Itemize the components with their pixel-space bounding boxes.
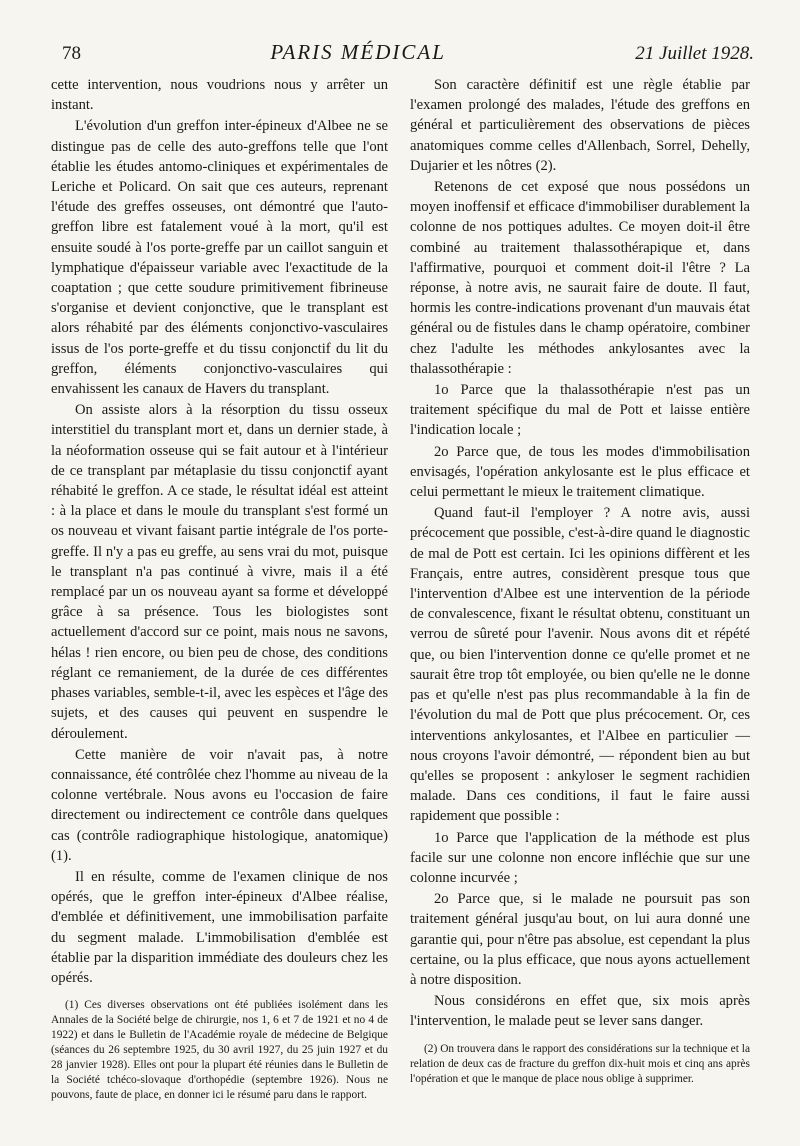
paragraph: Son caractère définitif est une règle établie par l'examen prolongé des malades, l'étude des greffons en général et particulièrement des observations de pièces anatomiques comme celles d'Allenbach, Sorrel, Dehelly, Dujarier et les nôtres (2).: [410, 77, 750, 174]
list-item: 2o Parce que, de tous les modes d'immobilisation envisagés, l'opération ankylosante est le plus efficace et celui permettant le mieux le traitement climatique.: [410, 443, 750, 501]
left-column: [51, 75, 388, 1103]
paragraph: On assiste alors à la résorption du tissu osseux interstitiel du transplant mort et, dans un dernier stade, à la néoformation osseuse qui se fait autour et à l'intérieur de ce transplant par métaplasie du tissu conjonctif ayant réhabité le greffon. A ce stade, le résultat idéal est atteint : à la place et dans le moule du transplant s'est formé un os nouveau et vivant faisant partie intégrale de l'os porte-greffe. Il n'y a pas eu greffe, au sens vrai du mot, puisque le transplant n'a pas continué à vivre, mais il a été remplacé par un os nouveau ayant sa forme et développé grâce à sa présence. Tous les biologistes sont actuellement d'accord sur ce point, mais nous ne savons, hélas ! rien encore, ou bien peu de chose, des conditions réglant ce remaniement, de la durée de ces différentes phases variables, semble-t-il, avec les espèces et l'âge des sujets, et des causes qui peuvent en suspendre le déroulement.: [51, 402, 388, 742]
list-item: 1o Parce que l'application de la méthode est plus facile sur une colonne non encore infléchie que sur une colonne incurvée ;: [410, 829, 750, 886]
footnotes: [51, 998, 388, 1103]
page-header: [62, 40, 754, 68]
journal-title: PARIS MÉDICAL: [270, 40, 446, 64]
page-number: 78: [62, 43, 81, 64]
right-column: [410, 75, 750, 1087]
list-item: 1o Parce que la thalassothérapie n'est pas un traitement spécifique du mal de Pott et laisse entière l'indication locale ;: [410, 382, 750, 439]
paragraph: Cette manière de voir n'avait pas, à notre connaissance, été contrôlée chez l'homme au niveau de la colonne vertébrale. Nous avons eu l'occasion de faire directement ou indirectement ce contrôle dans quelques cas (contrôle radiographique histologique, anatomique) (1).: [51, 746, 388, 864]
list-item: 2o Parce que, si le malade ne poursuit pas son traitement général jusqu'au bout, on lui aura donné une garantie qui, pour n'être pas absolue, est cependant la plus certaine, ou la plus efficace, que nous ayons actuellement à notre disposition.: [410, 891, 750, 988]
issue-date: 21 Juillet 1928.: [635, 43, 754, 64]
paragraph: Retenons de cet exposé que nous possédons un moyen inoffensif et efficace d'immobiliser durablement la colonne de nos pottiques adultes. Ce moyen doit-il être combiné au traitement thalassothérapique et, dans l'affirmative, pourquoi et comment doit-il l'être ? La réponse, à notre avis, ne saurait faire de doute. Il faut, hormis les contre-indications provenant d'un mauvais état général ou de fistules dans le champ opératoire, combiner chez l'adulte les méthodes ankylosantes avec la thalassothérapie :: [410, 179, 750, 377]
paragraph: cette intervention, nous voudrions nous y arrêter un instant.: [51, 77, 388, 114]
footnote: (1) Ces diverses observations ont été publiées isolément dans les Annales de la Société belge de chirurgie, nos 1, 6 et 7 de 1921 et no 4 de 1922) et dans le Bulletin de l'Académie royale de médecine de Belgique (séances du 26 septembre 1925, du 30 avril 1927, du 25 juin 1927 et du 28 janvier 1928). Elles ont pour la plupart été réunies dans le Bulletin de la Société tchéco-slovaque d'orthopédie (septembre 1926). Nous ne pouvons, faute de place, en donner ici le résumé paru dans le rapport.: [51, 999, 388, 1102]
paragraph: Il en résulte, comme de l'examen clinique de nos opérés, que le greffon inter-épineux d'Albee réalise, d'emblée et définitivement, une immobilisation parfaite du segment malade. L'immobilisation d'emblée est établie par la disparition immédiate des douleurs chez les opérés.: [51, 868, 388, 986]
paragraph: Nous considérons en effet que, six mois après l'intervention, le malade peut se lever sans danger.: [410, 993, 750, 1030]
footnotes: [410, 1042, 750, 1087]
footnote: (2) On trouvera dans le rapport des considérations sur la technique et la relation de deux cas de fracture du greffon dix-huit mois et cinq ans après l'opération et que le manque de place nous oblige à supprimer.: [410, 1042, 750, 1085]
paragraph: Quand faut-il l'employer ? A notre avis, aussi précocement que possible, c'est-à-dire quand le diagnostic de mal de Pott est certain. Ici les opinions diffèrent et les Français, entre autres, considèrent presque tous que l'intervention d'Albee est une intervention de la période de convalescence, fixant le résultat obtenu, constituant un verrou de sûreté pour l'avenir. Nous avons dit et répété que, ou bien l'intervention donne ce qu'elle promet et ne saurait être trop tôt employée, ou bien qu'elle ne le donne pas et qu'elle n'est pas plus recommandable à la fin de l'évolution du mal de Pott que plus précocement. Or, ces interventions ankylosantes, et l'Albee en particulier — nous croyons l'avoir démontré, — répondent bien au but qu'elles se proposent : ankyloser le segment rachidien malade. Dans ces conditions, il faut le faire aussi rapidement que possible :: [410, 505, 750, 825]
paragraph: L'évolution d'un greffon inter-épineux d'Albee ne se distingue pas de celle des auto-greffons telle que l'ont établie les études antomo-cliniques et expérimentales de Leriche et Policard. On sait que ces auteurs, reprenant l'étude des greffes osseuses, ont démontré que l'auto-greffon libre est fatalement voué à la mort, qu'il est ensuite soudé à l'os porte-greffe par un caillot sanguin et lymphatique d'épaisseur variable avec l'exactitude de la coaptation ; que cette soudure primitivement fibrineuse s'organise et devient conjonctive, que le transplant est alors réhabité par des éléments conjonctivo-vasculaires issus de l'os porte-greffe et du tissu conjonctif du lit du greffon, éléments conjonctivo-vasculaires qui envahissent les canaux de Havers du transplant.: [51, 118, 388, 398]
